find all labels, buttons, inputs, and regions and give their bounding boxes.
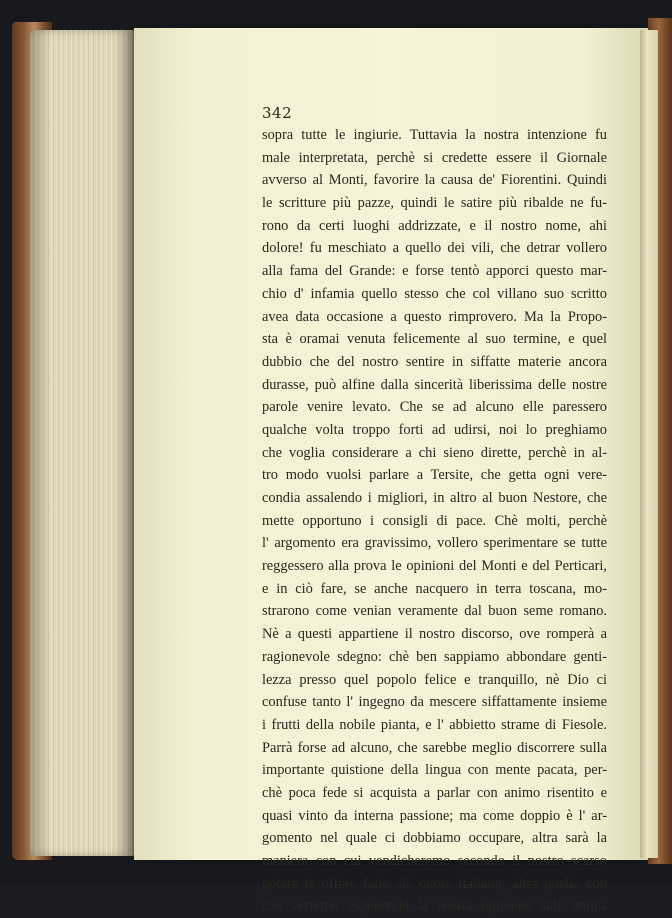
facing-page-edge <box>640 30 658 858</box>
text-line: quasi vinto da interna passione; ma come doppio è l' ar- <box>262 807 607 824</box>
body-text <box>262 124 607 918</box>
text-line: che voglia considerare a chi sieno dirette, perchè in al- <box>262 444 607 461</box>
text-line: le scritture più pazze, quindi le satire più ribalde ne fu- <box>262 195 607 212</box>
text-line: avverso al Monti, favorire la causa de' Fiorentini. Quindi <box>262 172 607 189</box>
page-edges-shadow <box>30 30 134 856</box>
text-line: potere le offese fatte all' onore italiano, altra quella con <box>262 875 607 892</box>
text-line: lezza presso quel popolo felice e tranquillo, nè Dio ci <box>262 671 607 688</box>
text-line: confuse tanto l' ingegno da mescere siffattamente insieme <box>262 694 607 711</box>
text-line: chè poca fede si acquista a parlar con animo risentito e <box>262 784 607 801</box>
text-line: importante quistione della lingua con mente pacata, per- <box>262 762 607 779</box>
text-line: e in ciò fare, se anche nacquero in terra toscana, mo- <box>262 580 607 597</box>
text-line: gomento nel quale ci dobbiamo occupare, altra sarà la <box>262 830 607 847</box>
text-line: l' argomento era gravissimo, vollero sperimentare se tutte <box>262 535 607 552</box>
text-line: Nè a questi appartiene il nostro discorso, ove romperà a <box>262 626 607 643</box>
text-line: dubbio che del nostro sentire in siffatte materie ancora <box>262 353 607 370</box>
text-line: che verremo esponendo la nostra opinione sull' antica <box>262 898 607 915</box>
page-number: 342 <box>262 104 293 122</box>
text-line: sopra tutte le ingiurie. Tuttavia la nostra intenzione fu <box>262 127 607 143</box>
text-line: reggessero alla prova le opinioni del Monti e del Perticari, <box>262 558 607 575</box>
text-line: Parrà forse ad alcuno, che sarebbe meglio discorrere sulla <box>262 739 607 756</box>
text-line: dolore! fu meschiato a quello dei vili, che detrar vollero <box>262 240 607 257</box>
text-line: alla fama del Grande: e forse tentò apporci questo mar- <box>262 263 607 280</box>
text-line: qualche volta troppo forti ad udirsi, noi lo preghiamo <box>262 421 607 438</box>
text-line: sta è oramai venuta felicemente al suo termine, e quel <box>262 331 607 348</box>
text-line: tro modo vuolsi parlare a Tersite, che getta ogni vere- <box>262 467 607 484</box>
text-line: durasse, può alfine dalla sincerità liberissima delle nostre <box>262 376 607 393</box>
text-line: rono da certi luoghi addrizzate, e il nostro nome, ahi <box>262 217 607 234</box>
text-line: maniera con cui vendicheremo secondo il nostro scarso <box>262 853 607 869</box>
text-line: condia assalendo i migliori, in altro al buon Nestore, che <box>262 490 607 506</box>
text-line: parole venire levato. Che se ad alcuno elle paressero <box>262 399 607 416</box>
text-line: ragionevole sdegno: chè ben sappiamo abbondare genti- <box>262 648 607 665</box>
text-line: i frutti della nobile pianta, e l' abbietto strame di Fiesole. <box>262 716 607 733</box>
text-line: mette opportuno i consigli di pace. Chè molti, perchè <box>262 512 607 529</box>
text-line: chio d' infamia quello stesso che col villano suo scritto <box>262 285 607 302</box>
text-line: male interpretata, perchè si credette essere il Giornale <box>262 149 607 166</box>
text-line: avea data occasione a questo rimprovero. Ma la Propo- <box>262 308 607 325</box>
text-line: strarono come venian veramente dal buon seme romano. <box>262 603 607 620</box>
